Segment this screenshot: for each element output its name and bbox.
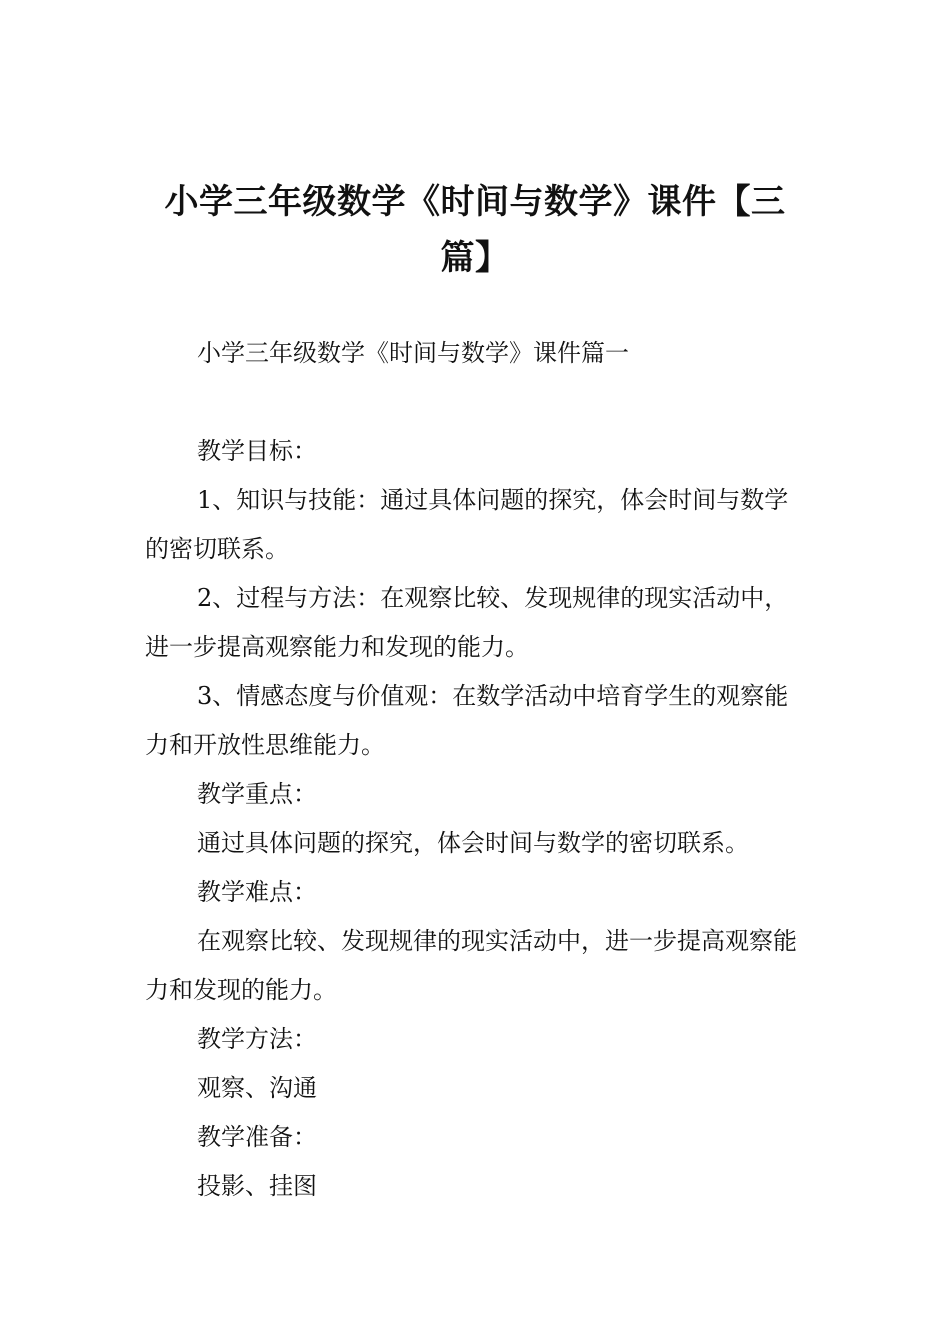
paragraph-goal-3: 3、情感态度与价值观：在数学活动中培育学生的观察能力和开放性思维能力。 — [145, 682, 789, 759]
document-title: 小学三年级数学《时间与数学》课件【三篇】 — [164, 182, 786, 278]
paragraph-difficulty-heading: 教学难点： — [197, 878, 317, 906]
document-body — [145, 329, 810, 1211]
paragraph-teaching-goals: 教学目标： — [197, 437, 317, 465]
section-title: 小学三年级数学《时间与数学》课件篇一 — [197, 339, 629, 367]
paragraph-preparation-heading: 教学准备： — [197, 1123, 317, 1151]
paragraph-goal-2: 2、过程与方法：在观察比较、发现规律的现实活动中，进一步提高观察能力和发现的能力。 — [145, 584, 789, 661]
paragraph-methods-heading: 教学方法： — [197, 1025, 317, 1053]
paragraph-preparation: 投影、挂图 — [197, 1172, 317, 1200]
paragraph-difficulty: 在观察比较、发现规律的现实活动中，进一步提高观察能力和发现的能力。 — [145, 927, 797, 1004]
paragraph-methods: 观察、沟通 — [197, 1074, 317, 1102]
paragraph-goal-1: 1、知识与技能：通过具体问题的探究，体会时间与数学的密切联系。 — [145, 486, 789, 563]
paragraph-key-points-heading: 教学重点： — [197, 780, 317, 808]
paragraph-key-points: 通过具体问题的探究，体会时间与数学的密切联系。 — [197, 829, 749, 857]
